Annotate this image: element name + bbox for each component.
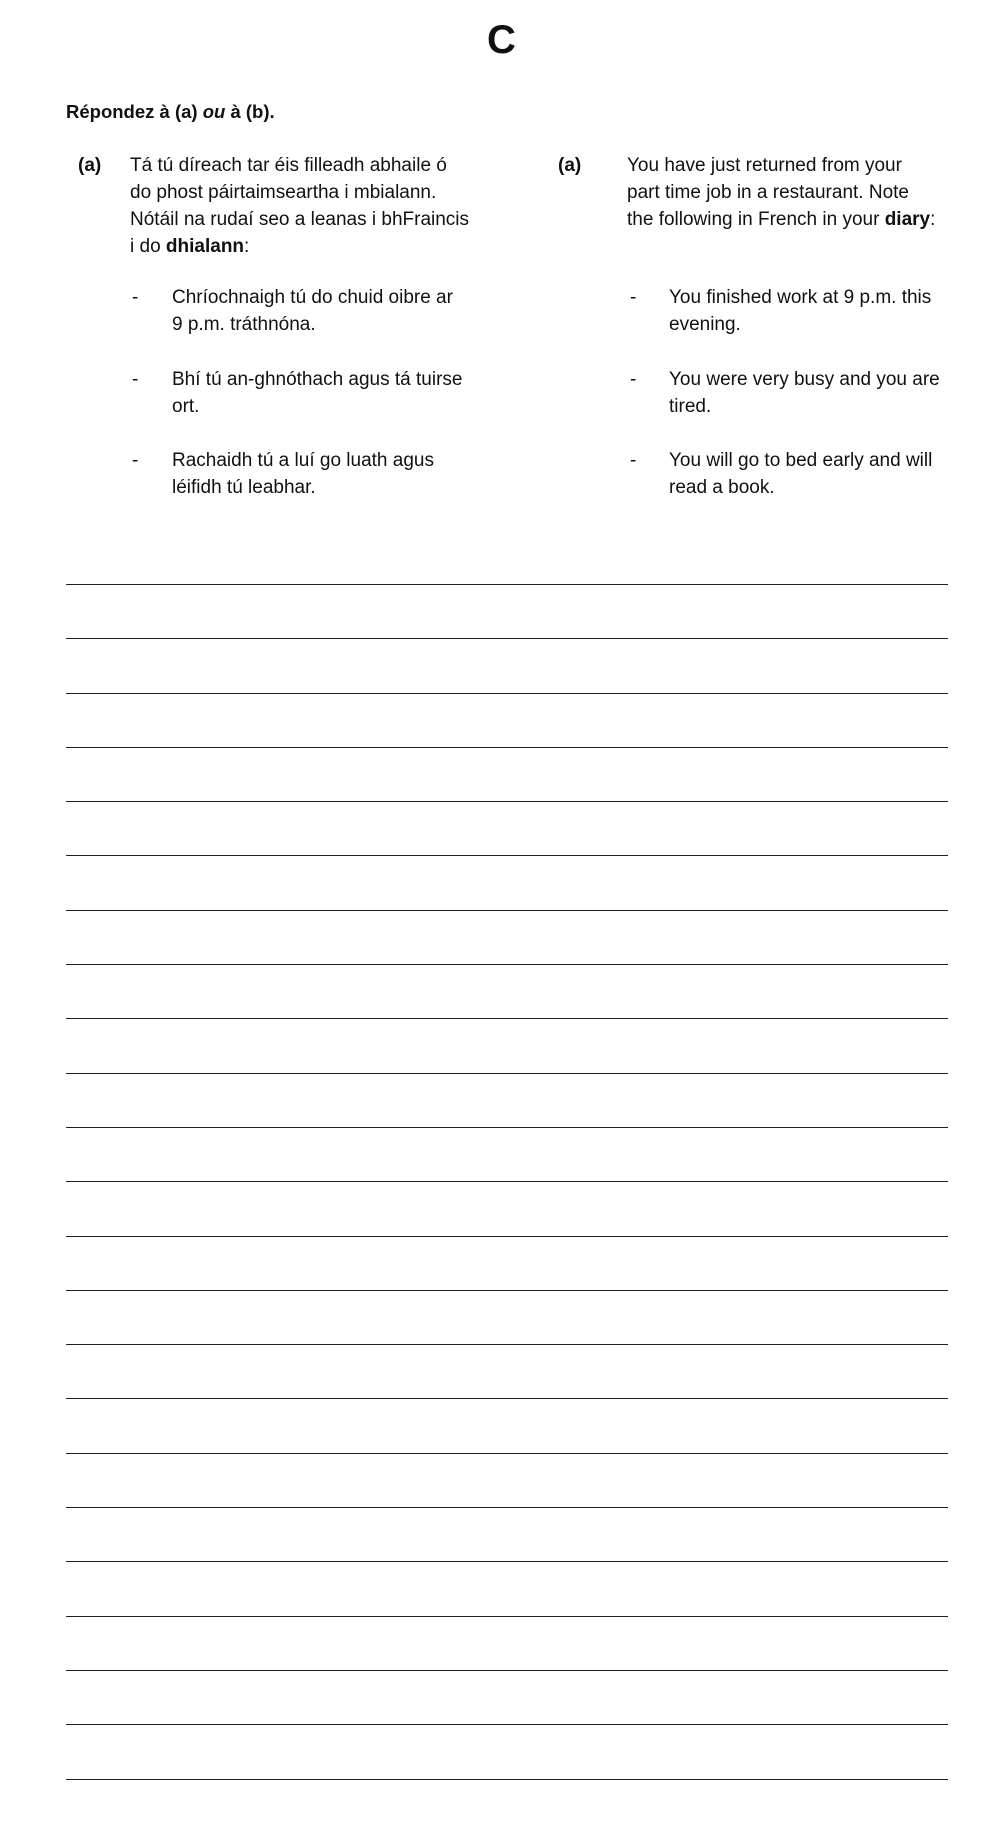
english-intro-bold: diary — [884, 209, 931, 230]
irish-intro-line: Nótáil na rudaí seo a leanas i bhFraincis — [130, 209, 470, 230]
section-letter: C — [487, 18, 516, 62]
answer-lines[interactable] — [66, 584, 948, 1833]
answer-line[interactable] — [66, 910, 948, 911]
answer-line[interactable] — [66, 1561, 948, 1562]
answer-line[interactable] — [66, 964, 948, 965]
bullet-dash: - — [132, 287, 139, 308]
bullet-text-line: 9 p.m. tráthnóna. — [172, 314, 316, 335]
bullet-text-line: ort. — [172, 396, 200, 417]
english-intro-line-prefix: the following in French in your — [627, 209, 885, 230]
bullet-text-line: You were very busy and you are — [669, 369, 940, 390]
bullet-dash: - — [630, 287, 637, 308]
irish-intro-line-prefix: i do — [130, 236, 166, 257]
english-intro-line: You have just returned from your — [627, 155, 902, 176]
list-item — [78, 366, 508, 420]
english-intro-line-last — [627, 206, 978, 233]
english-intro-end: : — [930, 209, 936, 230]
list-item — [78, 447, 508, 501]
list-item — [78, 284, 508, 338]
answer-line[interactable] — [66, 1670, 948, 1671]
bullet-text-line: evening. — [669, 314, 741, 335]
english-intro — [627, 152, 978, 233]
english-question — [558, 152, 978, 498]
bullet-dash: - — [132, 369, 139, 390]
instruction-part3: à (b). — [225, 101, 275, 122]
answer-line[interactable] — [66, 1507, 948, 1508]
answer-line[interactable] — [66, 1127, 948, 1128]
answer-line[interactable] — [66, 747, 948, 748]
answer-line[interactable] — [66, 1236, 948, 1237]
answer-line[interactable] — [66, 1181, 948, 1182]
answer-line[interactable] — [66, 801, 948, 802]
list-item — [558, 366, 978, 420]
answer-line[interactable] — [66, 1344, 948, 1345]
instruction — [66, 101, 275, 123]
irish-intro-line: Tá tú díreach tar éis filleadh abhaile ó — [130, 155, 447, 176]
english-intro-line: part time job in a restaurant. Note — [627, 182, 909, 203]
irish-intro-end: : — [244, 236, 250, 257]
bullet-text-line: Chríochnaigh tú do chuid oibre ar — [172, 287, 453, 308]
bullet-text-line: You will go to bed early and will — [669, 450, 933, 471]
bullet-dash: - — [132, 450, 139, 471]
answer-line[interactable] — [66, 1018, 948, 1019]
instruction-or: ou — [202, 101, 226, 122]
irish-question-label: (a) — [78, 155, 102, 176]
bullet-text-line: read a book. — [669, 477, 775, 498]
list-item — [558, 447, 978, 501]
answer-line[interactable] — [66, 855, 948, 856]
instruction-part1: Répondez à (a) — [66, 101, 203, 122]
bullet-text-line: Rachaidh tú a luí go luath agus — [172, 450, 434, 471]
answer-line[interactable] — [66, 1453, 948, 1454]
answer-line[interactable] — [66, 693, 948, 694]
answer-line[interactable] — [66, 1779, 948, 1780]
bullet-text-line: You finished work at 9 p.m. this — [669, 287, 932, 308]
answer-line[interactable] — [66, 1398, 948, 1399]
irish-intro-bold: dhialann — [165, 236, 245, 257]
answer-line[interactable] — [66, 1290, 948, 1291]
irish-intro-line: do phost páirtaimseartha i mbialann. — [130, 182, 437, 203]
bullet-text-line: léifidh tú leabhar. — [172, 477, 316, 498]
bullet-text-line: Bhí tú an-ghnóthach agus tá tuirse — [172, 369, 463, 390]
answer-line[interactable] — [66, 584, 948, 585]
english-question-label: (a) — [558, 155, 582, 176]
list-item — [558, 284, 978, 338]
bullet-dash: - — [630, 369, 637, 390]
bullet-text-line: tired. — [669, 396, 712, 417]
answer-line[interactable] — [66, 638, 948, 639]
answer-line[interactable] — [66, 1616, 948, 1617]
bullet-dash: - — [630, 450, 637, 471]
irish-question — [78, 152, 508, 498]
irish-intro-line-last — [130, 233, 508, 260]
answer-line[interactable] — [66, 1073, 948, 1074]
answer-line[interactable] — [66, 1724, 948, 1725]
irish-intro — [130, 152, 508, 260]
